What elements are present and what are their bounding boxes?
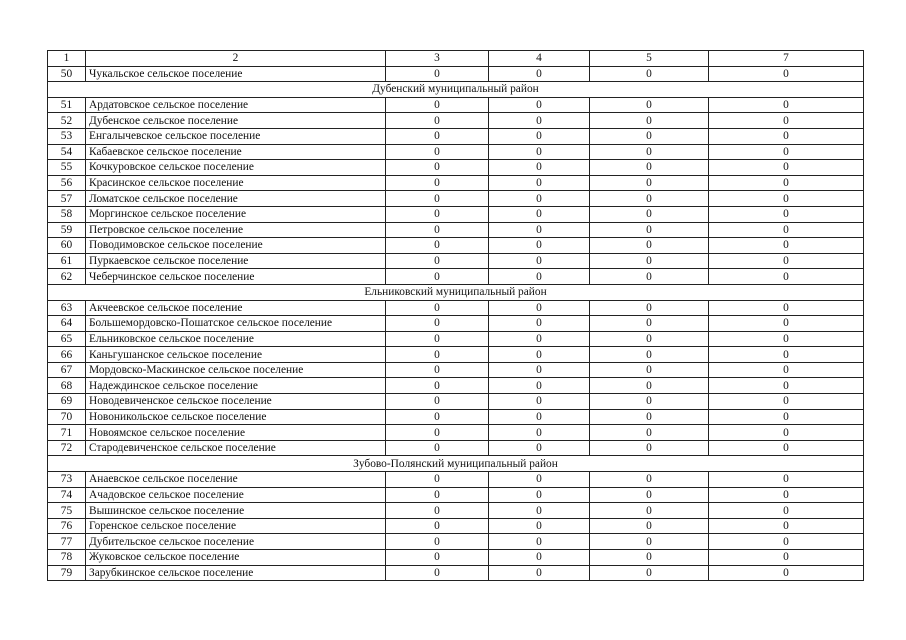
value-cell: 0 bbox=[489, 409, 590, 425]
column-number-row bbox=[48, 51, 864, 67]
value-cell: 0 bbox=[386, 300, 489, 316]
row-number: 78 bbox=[48, 550, 86, 566]
value-cell: 0 bbox=[590, 113, 709, 129]
settlement-name: Мордовско-Маскинское сельское поселение bbox=[86, 362, 386, 378]
row-number: 70 bbox=[48, 409, 86, 425]
value-cell: 0 bbox=[590, 425, 709, 441]
value-cell: 0 bbox=[709, 550, 864, 566]
table-row bbox=[48, 300, 864, 316]
settlement-name: Ардатовское сельское поселение bbox=[86, 97, 386, 113]
value-cell: 0 bbox=[386, 113, 489, 129]
value-cell: 0 bbox=[386, 440, 489, 456]
table-row bbox=[48, 487, 864, 503]
settlement-name: Енгалычевское сельское поселение bbox=[86, 128, 386, 144]
value-cell: 0 bbox=[709, 191, 864, 207]
row-number: 52 bbox=[48, 113, 86, 129]
settlement-name: Моргинское сельское поселение bbox=[86, 206, 386, 222]
district-section-row bbox=[48, 82, 864, 98]
value-cell: 0 bbox=[386, 144, 489, 160]
value-cell: 0 bbox=[386, 550, 489, 566]
value-cell: 0 bbox=[386, 472, 489, 488]
settlement-name: Новоямское сельское поселение bbox=[86, 425, 386, 441]
value-cell: 0 bbox=[590, 409, 709, 425]
value-cell: 0 bbox=[489, 472, 590, 488]
value-cell: 0 bbox=[709, 206, 864, 222]
district-title: Зубово-Полянский муниципальный район bbox=[48, 456, 864, 472]
value-cell: 0 bbox=[386, 269, 489, 285]
settlement-name: Зарубкинское сельское поселение bbox=[86, 565, 386, 581]
value-cell: 0 bbox=[590, 316, 709, 332]
table-row bbox=[48, 238, 864, 254]
settlement-name: Ломатское сельское поселение bbox=[86, 191, 386, 207]
value-cell: 0 bbox=[386, 331, 489, 347]
value-cell: 0 bbox=[489, 378, 590, 394]
value-cell: 0 bbox=[489, 300, 590, 316]
value-cell: 0 bbox=[709, 394, 864, 410]
table-row bbox=[48, 175, 864, 191]
value-cell: 0 bbox=[386, 97, 489, 113]
value-cell: 0 bbox=[709, 222, 864, 238]
row-number: 71 bbox=[48, 425, 86, 441]
value-cell: 0 bbox=[386, 487, 489, 503]
settlement-name: Надеждинское сельское поселение bbox=[86, 378, 386, 394]
value-cell: 0 bbox=[386, 394, 489, 410]
value-cell: 0 bbox=[489, 347, 590, 363]
value-cell: 0 bbox=[709, 503, 864, 519]
value-cell: 0 bbox=[590, 347, 709, 363]
value-cell: 0 bbox=[590, 128, 709, 144]
value-cell: 0 bbox=[386, 175, 489, 191]
value-cell: 0 bbox=[709, 362, 864, 378]
table-row bbox=[48, 66, 864, 82]
value-cell: 0 bbox=[709, 160, 864, 176]
value-cell: 0 bbox=[386, 222, 489, 238]
table-row bbox=[48, 206, 864, 222]
value-cell: 0 bbox=[709, 472, 864, 488]
table-row bbox=[48, 565, 864, 581]
table-row bbox=[48, 362, 864, 378]
table-row bbox=[48, 269, 864, 285]
value-cell: 0 bbox=[489, 175, 590, 191]
value-cell: 0 bbox=[489, 503, 590, 519]
settlement-name: Чеберчинское сельское поселение bbox=[86, 269, 386, 285]
row-number: 75 bbox=[48, 503, 86, 519]
settlement-name: Ельниковское сельское поселение bbox=[86, 331, 386, 347]
row-number: 72 bbox=[48, 440, 86, 456]
value-cell: 0 bbox=[590, 472, 709, 488]
row-number: 73 bbox=[48, 472, 86, 488]
column-header: 2 bbox=[86, 51, 386, 67]
value-cell: 0 bbox=[386, 238, 489, 254]
value-cell: 0 bbox=[590, 253, 709, 269]
value-cell: 0 bbox=[386, 206, 489, 222]
value-cell: 0 bbox=[590, 222, 709, 238]
row-number: 56 bbox=[48, 175, 86, 191]
value-cell: 0 bbox=[590, 394, 709, 410]
value-cell: 0 bbox=[709, 269, 864, 285]
value-cell: 0 bbox=[489, 238, 590, 254]
settlement-name: Большемордовско-Пошатское сельское поселение bbox=[86, 316, 386, 332]
value-cell: 0 bbox=[709, 66, 864, 82]
table-row bbox=[48, 191, 864, 207]
value-cell: 0 bbox=[709, 534, 864, 550]
value-cell: 0 bbox=[489, 440, 590, 456]
value-cell: 0 bbox=[489, 269, 590, 285]
district-section-row bbox=[48, 284, 864, 300]
row-number: 68 bbox=[48, 378, 86, 394]
table-row bbox=[48, 253, 864, 269]
value-cell: 0 bbox=[489, 550, 590, 566]
value-cell: 0 bbox=[386, 316, 489, 332]
value-cell: 0 bbox=[590, 269, 709, 285]
table-row bbox=[48, 113, 864, 129]
value-cell: 0 bbox=[386, 503, 489, 519]
value-cell: 0 bbox=[386, 253, 489, 269]
row-number: 65 bbox=[48, 331, 86, 347]
row-number: 64 bbox=[48, 316, 86, 332]
value-cell: 0 bbox=[590, 66, 709, 82]
value-cell: 0 bbox=[590, 238, 709, 254]
table-body bbox=[48, 51, 864, 581]
column-header: 3 bbox=[386, 51, 489, 67]
value-cell: 0 bbox=[590, 503, 709, 519]
value-cell: 0 bbox=[709, 144, 864, 160]
value-cell: 0 bbox=[489, 97, 590, 113]
row-number: 58 bbox=[48, 206, 86, 222]
value-cell: 0 bbox=[489, 206, 590, 222]
value-cell: 0 bbox=[709, 440, 864, 456]
value-cell: 0 bbox=[489, 128, 590, 144]
table-row bbox=[48, 425, 864, 441]
column-header: 4 bbox=[489, 51, 590, 67]
district-title: Ельниковский муниципальный район bbox=[48, 284, 864, 300]
row-number: 51 bbox=[48, 97, 86, 113]
value-cell: 0 bbox=[590, 534, 709, 550]
row-number: 59 bbox=[48, 222, 86, 238]
value-cell: 0 bbox=[709, 113, 864, 129]
settlement-name: Чукальское сельское поселение bbox=[86, 66, 386, 82]
value-cell: 0 bbox=[709, 238, 864, 254]
row-number: 74 bbox=[48, 487, 86, 503]
table-row bbox=[48, 534, 864, 550]
value-cell: 0 bbox=[386, 378, 489, 394]
table-row bbox=[48, 222, 864, 238]
row-number: 61 bbox=[48, 253, 86, 269]
table-row bbox=[48, 503, 864, 519]
value-cell: 0 bbox=[709, 253, 864, 269]
value-cell: 0 bbox=[489, 362, 590, 378]
settlement-name: Новоникольское сельское поселение bbox=[86, 409, 386, 425]
row-number: 66 bbox=[48, 347, 86, 363]
settlement-name: Красинское сельское поселение bbox=[86, 175, 386, 191]
value-cell: 0 bbox=[489, 425, 590, 441]
value-cell: 0 bbox=[590, 191, 709, 207]
value-cell: 0 bbox=[709, 300, 864, 316]
value-cell: 0 bbox=[386, 128, 489, 144]
row-number: 69 bbox=[48, 394, 86, 410]
value-cell: 0 bbox=[489, 160, 590, 176]
value-cell: 0 bbox=[386, 409, 489, 425]
table-row bbox=[48, 97, 864, 113]
settlement-name: Жуковское сельское поселение bbox=[86, 550, 386, 566]
value-cell: 0 bbox=[489, 66, 590, 82]
value-cell: 0 bbox=[709, 316, 864, 332]
value-cell: 0 bbox=[590, 144, 709, 160]
district-title: Дубенский муниципальный район bbox=[48, 82, 864, 98]
settlement-name: Новодевиченское сельское поселение bbox=[86, 394, 386, 410]
settlement-name: Кабаевское сельское поселение bbox=[86, 144, 386, 160]
value-cell: 0 bbox=[709, 565, 864, 581]
column-header: 1 bbox=[48, 51, 86, 67]
value-cell: 0 bbox=[386, 362, 489, 378]
value-cell: 0 bbox=[489, 394, 590, 410]
value-cell: 0 bbox=[590, 160, 709, 176]
value-cell: 0 bbox=[709, 518, 864, 534]
value-cell: 0 bbox=[590, 518, 709, 534]
value-cell: 0 bbox=[386, 425, 489, 441]
settlement-name: Петровское сельское поселение bbox=[86, 222, 386, 238]
value-cell: 0 bbox=[489, 534, 590, 550]
value-cell: 0 bbox=[386, 160, 489, 176]
value-cell: 0 bbox=[709, 425, 864, 441]
value-cell: 0 bbox=[590, 565, 709, 581]
value-cell: 0 bbox=[590, 206, 709, 222]
value-cell: 0 bbox=[709, 331, 864, 347]
value-cell: 0 bbox=[590, 97, 709, 113]
value-cell: 0 bbox=[386, 66, 489, 82]
value-cell: 0 bbox=[386, 565, 489, 581]
table-row bbox=[48, 472, 864, 488]
settlement-name: Горенское сельское поселение bbox=[86, 518, 386, 534]
row-number: 54 bbox=[48, 144, 86, 160]
settlement-name: Пуркаевское сельское поселение bbox=[86, 253, 386, 269]
value-cell: 0 bbox=[489, 144, 590, 160]
value-cell: 0 bbox=[590, 550, 709, 566]
value-cell: 0 bbox=[709, 175, 864, 191]
settlement-name: Каньгушанское сельское поселение bbox=[86, 347, 386, 363]
district-section-row bbox=[48, 456, 864, 472]
column-header: 5 bbox=[590, 51, 709, 67]
settlement-name: Ачадовское сельское поселение bbox=[86, 487, 386, 503]
value-cell: 0 bbox=[590, 175, 709, 191]
value-cell: 0 bbox=[709, 378, 864, 394]
settlement-name: Вышинское сельское поселение bbox=[86, 503, 386, 519]
table-row bbox=[48, 378, 864, 394]
value-cell: 0 bbox=[489, 253, 590, 269]
row-number: 67 bbox=[48, 362, 86, 378]
value-cell: 0 bbox=[590, 300, 709, 316]
row-number: 60 bbox=[48, 238, 86, 254]
column-header: 7 bbox=[709, 51, 864, 67]
row-number: 76 bbox=[48, 518, 86, 534]
settlement-name: Дубительское сельское поселение bbox=[86, 534, 386, 550]
row-number: 62 bbox=[48, 269, 86, 285]
settlement-name: Анаевское сельское поселение bbox=[86, 472, 386, 488]
table-row bbox=[48, 518, 864, 534]
value-cell: 0 bbox=[590, 378, 709, 394]
row-number: 55 bbox=[48, 160, 86, 176]
table-row bbox=[48, 331, 864, 347]
row-number: 63 bbox=[48, 300, 86, 316]
value-cell: 0 bbox=[489, 331, 590, 347]
row-number: 53 bbox=[48, 128, 86, 144]
value-cell: 0 bbox=[709, 128, 864, 144]
value-cell: 0 bbox=[590, 362, 709, 378]
settlement-name: Кочкуровское сельское поселение bbox=[86, 160, 386, 176]
row-number: 77 bbox=[48, 534, 86, 550]
row-number: 79 bbox=[48, 565, 86, 581]
value-cell: 0 bbox=[489, 565, 590, 581]
value-cell: 0 bbox=[709, 347, 864, 363]
value-cell: 0 bbox=[386, 518, 489, 534]
value-cell: 0 bbox=[590, 331, 709, 347]
settlements-table bbox=[47, 50, 864, 581]
value-cell: 0 bbox=[489, 222, 590, 238]
value-cell: 0 bbox=[489, 316, 590, 332]
table-row bbox=[48, 550, 864, 566]
settlement-name: Поводимовское сельское поселение bbox=[86, 238, 386, 254]
settlement-name: Акчеевское сельское поселение bbox=[86, 300, 386, 316]
table-row bbox=[48, 440, 864, 456]
table-row bbox=[48, 128, 864, 144]
value-cell: 0 bbox=[709, 487, 864, 503]
table-row bbox=[48, 394, 864, 410]
value-cell: 0 bbox=[386, 347, 489, 363]
value-cell: 0 bbox=[489, 113, 590, 129]
value-cell: 0 bbox=[489, 518, 590, 534]
table-row bbox=[48, 160, 864, 176]
row-number: 57 bbox=[48, 191, 86, 207]
value-cell: 0 bbox=[709, 97, 864, 113]
value-cell: 0 bbox=[709, 409, 864, 425]
value-cell: 0 bbox=[590, 440, 709, 456]
value-cell: 0 bbox=[489, 487, 590, 503]
table-row bbox=[48, 347, 864, 363]
settlement-name: Стародевиченское сельское поселение bbox=[86, 440, 386, 456]
value-cell: 0 bbox=[590, 487, 709, 503]
table-row bbox=[48, 144, 864, 160]
table-row bbox=[48, 316, 864, 332]
value-cell: 0 bbox=[489, 191, 590, 207]
value-cell: 0 bbox=[386, 191, 489, 207]
row-number: 50 bbox=[48, 66, 86, 82]
table-row bbox=[48, 409, 864, 425]
value-cell: 0 bbox=[386, 534, 489, 550]
settlement-name: Дубенское сельское поселение bbox=[86, 113, 386, 129]
